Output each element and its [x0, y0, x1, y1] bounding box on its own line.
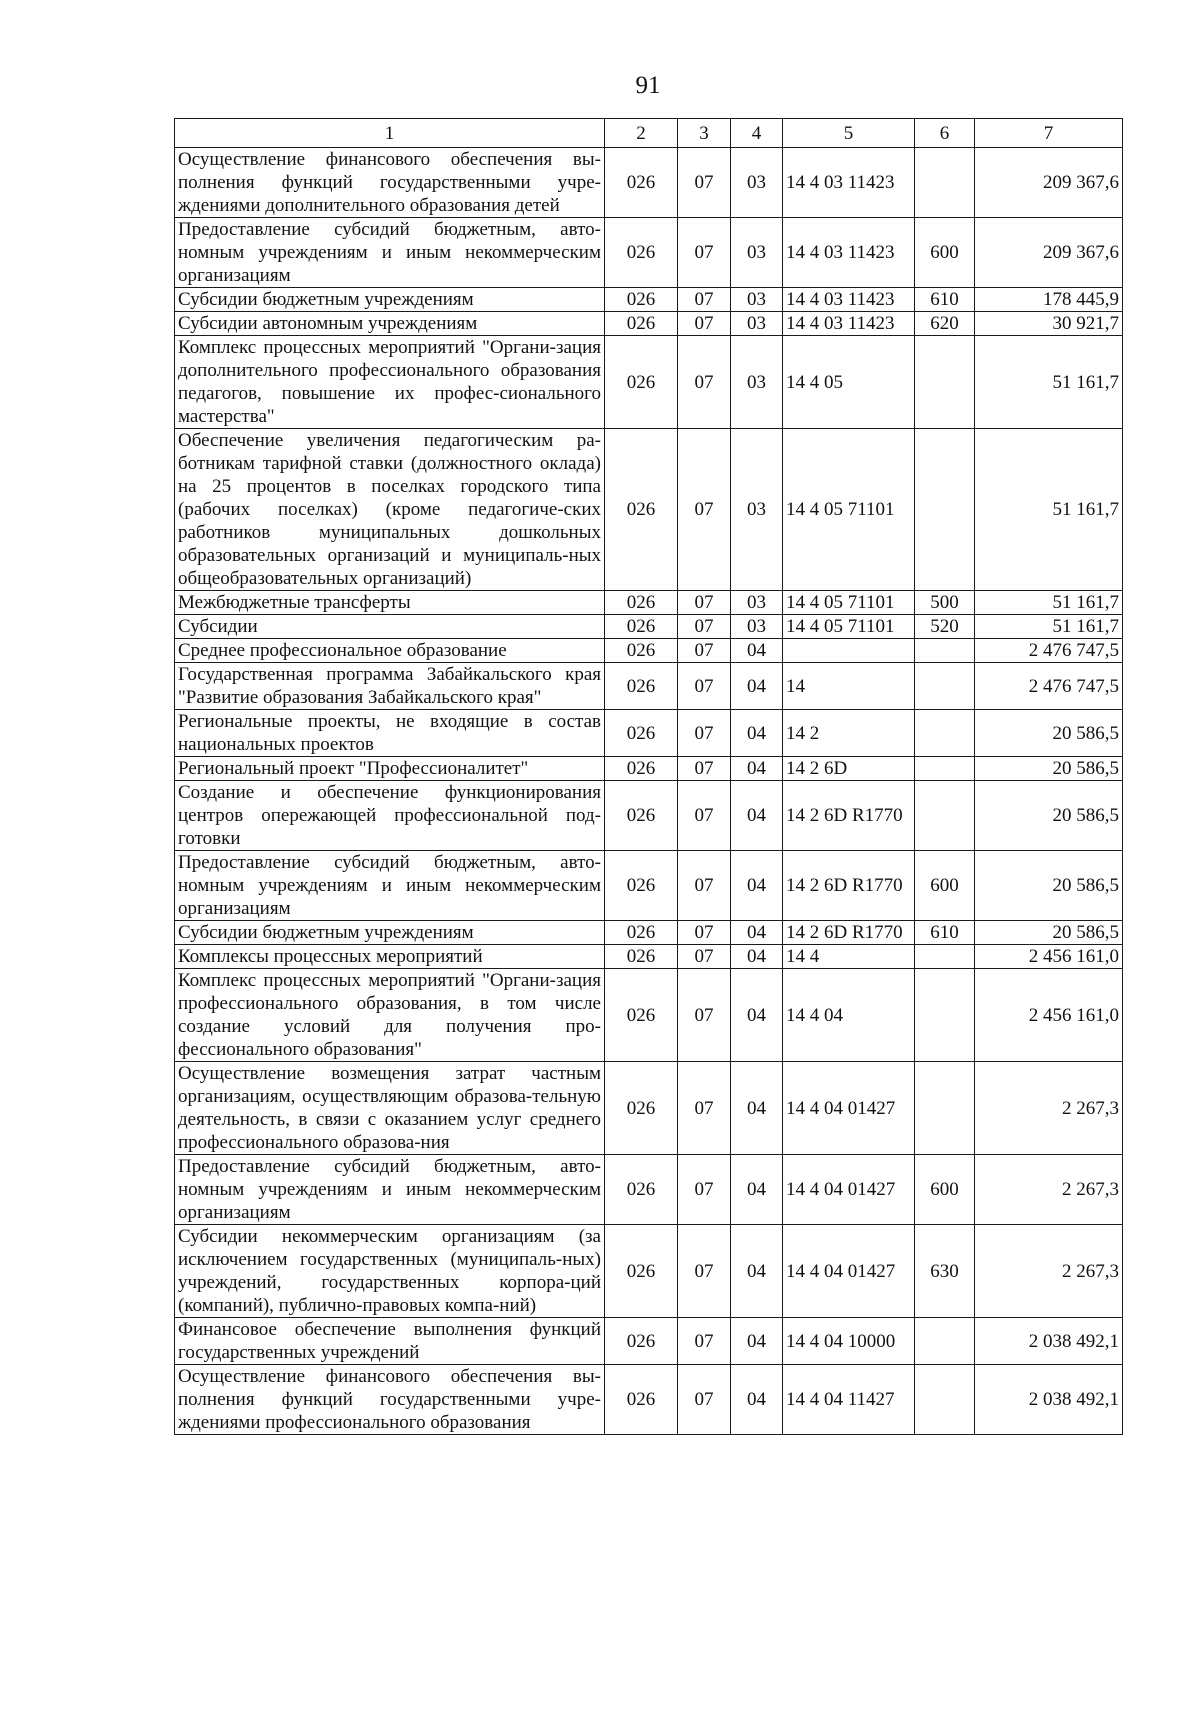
- item-name-cell: Региональные проекты, не входящие в состав национальных проектов: [175, 710, 605, 757]
- item-name-cell: Субсидии некоммерческим организациям (за исключением государственных (муниципаль-ных) учреждений, государственных корпора-ций (компаний), публично-правовых компа-ний): [175, 1225, 605, 1318]
- amount-cell: 2 456 161,0: [975, 969, 1123, 1062]
- subsection-code-cell: 04: [731, 1318, 783, 1365]
- target-article-cell: 14 4 04 11427: [783, 1365, 915, 1435]
- amount-cell: 209 367,6: [975, 218, 1123, 288]
- department-code-cell: 026: [605, 615, 678, 639]
- item-name-cell: Субсидии бюджетным учреждениям: [175, 288, 605, 312]
- section-code-cell: 07: [678, 1062, 731, 1155]
- department-code-cell: 026: [605, 921, 678, 945]
- table-row: [175, 710, 1123, 757]
- amount-cell: 20 586,5: [975, 757, 1123, 781]
- department-code-cell: 026: [605, 945, 678, 969]
- target-article-cell: 14: [783, 663, 915, 710]
- expense-type-cell: 520: [915, 615, 975, 639]
- target-article-cell: [783, 639, 915, 663]
- target-article-cell: 14 4 05 71101: [783, 615, 915, 639]
- header-cell: 4: [731, 119, 783, 148]
- section-code-cell: 07: [678, 429, 731, 591]
- expense-type-cell: 600: [915, 218, 975, 288]
- amount-cell: 2 456 161,0: [975, 945, 1123, 969]
- target-article-cell: 14 4 04: [783, 969, 915, 1062]
- subsection-code-cell: 04: [731, 757, 783, 781]
- table-body: [175, 148, 1123, 1435]
- table-row: [175, 781, 1123, 851]
- section-code-cell: 07: [678, 615, 731, 639]
- target-article-cell: 14 4 03 11423: [783, 148, 915, 218]
- subsection-code-cell: 04: [731, 663, 783, 710]
- amount-cell: 20 586,5: [975, 921, 1123, 945]
- section-code-cell: 07: [678, 851, 731, 921]
- item-name-cell: Осуществление финансового обеспечения вы-полнения функций государственными учре-ждениями профессионального образования: [175, 1365, 605, 1435]
- table-row: [175, 757, 1123, 781]
- target-article-cell: 14 4 05 71101: [783, 429, 915, 591]
- amount-cell: 2 267,3: [975, 1225, 1123, 1318]
- target-article-cell: 14 4 03 11423: [783, 288, 915, 312]
- item-name-cell: Осуществление финансового обеспечения вы-полнения функций государственными учре-ждениями дополнительного образования детей: [175, 148, 605, 218]
- subsection-code-cell: 04: [731, 969, 783, 1062]
- item-name-cell: Субсидии автономным учреждениям: [175, 312, 605, 336]
- table-row: [175, 663, 1123, 710]
- amount-cell: 2 038 492,1: [975, 1365, 1123, 1435]
- expense-type-cell: 610: [915, 288, 975, 312]
- department-code-cell: 026: [605, 781, 678, 851]
- subsection-code-cell: 03: [731, 288, 783, 312]
- item-name-cell: Предоставление субсидий бюджетным, авто-номным учреждениям и иным некоммерческим организациям: [175, 1155, 605, 1225]
- department-code-cell: 026: [605, 757, 678, 781]
- amount-cell: 178 445,9: [975, 288, 1123, 312]
- expense-type-cell: [915, 757, 975, 781]
- section-code-cell: 07: [678, 710, 731, 757]
- item-name-cell: Предоставление субсидий бюджетным, авто-номным учреждениям и иным некоммерческим организациям: [175, 218, 605, 288]
- department-code-cell: 026: [605, 1365, 678, 1435]
- table-row: [175, 1365, 1123, 1435]
- department-code-cell: 026: [605, 288, 678, 312]
- amount-cell: 2 038 492,1: [975, 1318, 1123, 1365]
- header-cell: 2: [605, 119, 678, 148]
- expense-type-cell: 620: [915, 312, 975, 336]
- section-code-cell: 07: [678, 288, 731, 312]
- target-article-cell: 14 4 05: [783, 336, 915, 429]
- amount-cell: 2 267,3: [975, 1155, 1123, 1225]
- department-code-cell: 026: [605, 851, 678, 921]
- section-code-cell: 07: [678, 781, 731, 851]
- department-code-cell: 026: [605, 148, 678, 218]
- section-code-cell: 07: [678, 218, 731, 288]
- section-code-cell: 07: [678, 921, 731, 945]
- expense-type-cell: 600: [915, 1155, 975, 1225]
- section-code-cell: 07: [678, 336, 731, 429]
- department-code-cell: 026: [605, 1155, 678, 1225]
- section-code-cell: 07: [678, 1365, 731, 1435]
- subsection-code-cell: 03: [731, 615, 783, 639]
- table-row: [175, 1318, 1123, 1365]
- subsection-code-cell: 04: [731, 639, 783, 663]
- expense-type-cell: [915, 1318, 975, 1365]
- item-name-cell: Субсидии бюджетным учреждениям: [175, 921, 605, 945]
- section-code-cell: 07: [678, 1225, 731, 1318]
- subsection-code-cell: 03: [731, 591, 783, 615]
- department-code-cell: 026: [605, 591, 678, 615]
- target-article-cell: 14 2 6D R1770: [783, 851, 915, 921]
- subsection-code-cell: 04: [731, 851, 783, 921]
- expense-type-cell: [915, 429, 975, 591]
- table-row: [175, 591, 1123, 615]
- expense-type-cell: 630: [915, 1225, 975, 1318]
- item-name-cell: Субсидии: [175, 615, 605, 639]
- table-row: [175, 1225, 1123, 1318]
- table-row: [175, 969, 1123, 1062]
- section-code-cell: 07: [678, 1155, 731, 1225]
- department-code-cell: 026: [605, 218, 678, 288]
- subsection-code-cell: 04: [731, 1365, 783, 1435]
- section-code-cell: 07: [678, 639, 731, 663]
- target-article-cell: 14 4 04 01427: [783, 1155, 915, 1225]
- subsection-code-cell: 03: [731, 218, 783, 288]
- target-article-cell: 14 4 03 11423: [783, 312, 915, 336]
- department-code-cell: 026: [605, 1062, 678, 1155]
- table-row: [175, 1062, 1123, 1155]
- section-code-cell: 07: [678, 312, 731, 336]
- department-code-cell: 026: [605, 663, 678, 710]
- table-row: [175, 1155, 1123, 1225]
- table-row: [175, 945, 1123, 969]
- table-row: [175, 218, 1123, 288]
- expense-type-cell: [915, 781, 975, 851]
- table-row: [175, 921, 1123, 945]
- expense-type-cell: [915, 710, 975, 757]
- department-code-cell: 026: [605, 312, 678, 336]
- subsection-code-cell: 04: [731, 1062, 783, 1155]
- target-article-cell: 14 4: [783, 945, 915, 969]
- subsection-code-cell: 04: [731, 945, 783, 969]
- page-number: 91: [635, 72, 661, 99]
- table-row: [175, 639, 1123, 663]
- section-code-cell: 07: [678, 757, 731, 781]
- item-name-cell: Обеспечение увеличения педагогическим ра-ботникам тарифной ставки (должностного оклада) на 25 процентов в поселках городского типа (рабочих поселках) (кроме педагогиче-ских работников муниципальных дошкольных образовательных организаций и муниципаль-ных общеобразовательных организаций): [175, 429, 605, 591]
- item-name-cell: Межбюджетные трансферты: [175, 591, 605, 615]
- table-row: [175, 288, 1123, 312]
- amount-cell: 20 586,5: [975, 781, 1123, 851]
- target-article-cell: 14 2: [783, 710, 915, 757]
- expense-type-cell: 610: [915, 921, 975, 945]
- amount-cell: 51 161,7: [975, 429, 1123, 591]
- item-name-cell: Комплекс процессных мероприятий "Органи-зация профессионального образования, в том числе создание условий для получения про-фессионального образования": [175, 969, 605, 1062]
- target-article-cell: 14 4 04 01427: [783, 1062, 915, 1155]
- table-row: [175, 851, 1123, 921]
- department-code-cell: 026: [605, 710, 678, 757]
- table-row: [175, 615, 1123, 639]
- expense-type-cell: [915, 663, 975, 710]
- department-code-cell: 026: [605, 639, 678, 663]
- amount-cell: 51 161,7: [975, 615, 1123, 639]
- item-name-cell: Создание и обеспечение функционирования центров опережающей профессиональной под-готовки: [175, 781, 605, 851]
- target-article-cell: 14 2 6D R1770: [783, 921, 915, 945]
- subsection-code-cell: 03: [731, 429, 783, 591]
- expense-type-cell: [915, 336, 975, 429]
- expense-type-cell: [915, 639, 975, 663]
- item-name-cell: Региональный проект "Профессионалитет": [175, 757, 605, 781]
- department-code-cell: 026: [605, 336, 678, 429]
- expense-type-cell: [915, 945, 975, 969]
- table-row: [175, 336, 1123, 429]
- header-cell: 7: [975, 119, 1123, 148]
- header-cell: 5: [783, 119, 915, 148]
- item-name-cell: Предоставление субсидий бюджетным, авто-номным учреждениям и иным некоммерческим организациям: [175, 851, 605, 921]
- section-code-cell: 07: [678, 591, 731, 615]
- subsection-code-cell: 04: [731, 1155, 783, 1225]
- section-code-cell: 07: [678, 663, 731, 710]
- target-article-cell: 14 4 03 11423: [783, 218, 915, 288]
- item-name-cell: Комплекс процессных мероприятий "Органи-зация дополнительного профессионального образования педагогов, повышение их профес-сионального мастерства": [175, 336, 605, 429]
- expense-type-cell: 600: [915, 851, 975, 921]
- budget-table: [174, 118, 1123, 1435]
- subsection-code-cell: 03: [731, 312, 783, 336]
- table-row: [175, 312, 1123, 336]
- subsection-code-cell: 03: [731, 336, 783, 429]
- amount-cell: 51 161,7: [975, 336, 1123, 429]
- department-code-cell: 026: [605, 429, 678, 591]
- subsection-code-cell: 04: [731, 781, 783, 851]
- target-article-cell: 14 4 04 01427: [783, 1225, 915, 1318]
- amount-cell: 209 367,6: [975, 148, 1123, 218]
- target-article-cell: 14 4 05 71101: [783, 591, 915, 615]
- section-code-cell: 07: [678, 945, 731, 969]
- subsection-code-cell: 04: [731, 921, 783, 945]
- section-code-cell: 07: [678, 969, 731, 1062]
- expense-type-cell: 500: [915, 591, 975, 615]
- subsection-code-cell: 04: [731, 1225, 783, 1318]
- table-row: [175, 429, 1123, 591]
- amount-cell: 2 476 747,5: [975, 663, 1123, 710]
- subsection-code-cell: 04: [731, 710, 783, 757]
- header-row: [175, 119, 1123, 148]
- subsection-code-cell: 03: [731, 148, 783, 218]
- section-code-cell: 07: [678, 1318, 731, 1365]
- header-cell: 6: [915, 119, 975, 148]
- table-row: [175, 148, 1123, 218]
- header-cell: 3: [678, 119, 731, 148]
- item-name-cell: Осуществление возмещения затрат частным организациям, осуществляющим образова-тельную деятельность, в связи с оказанием услуг среднего профессионального образова-ния: [175, 1062, 605, 1155]
- item-name-cell: Среднее профессиональное образование: [175, 639, 605, 663]
- item-name-cell: Государственная программа Забайкальского края "Развитие образования Забайкальского края": [175, 663, 605, 710]
- expense-type-cell: [915, 1062, 975, 1155]
- department-code-cell: 026: [605, 1318, 678, 1365]
- amount-cell: 30 921,7: [975, 312, 1123, 336]
- amount-cell: 20 586,5: [975, 851, 1123, 921]
- target-article-cell: 14 2 6D R1770: [783, 781, 915, 851]
- expense-type-cell: [915, 1365, 975, 1435]
- item-name-cell: Комплексы процессных мероприятий: [175, 945, 605, 969]
- amount-cell: 51 161,7: [975, 591, 1123, 615]
- expense-type-cell: [915, 969, 975, 1062]
- amount-cell: 2 267,3: [975, 1062, 1123, 1155]
- amount-cell: 20 586,5: [975, 710, 1123, 757]
- expense-type-cell: [915, 148, 975, 218]
- target-article-cell: 14 2 6D: [783, 757, 915, 781]
- section-code-cell: 07: [678, 148, 731, 218]
- amount-cell: 2 476 747,5: [975, 639, 1123, 663]
- department-code-cell: 026: [605, 969, 678, 1062]
- header-cell: 1: [175, 119, 605, 148]
- item-name-cell: Финансовое обеспечение выполнения функций государственных учреждений: [175, 1318, 605, 1365]
- target-article-cell: 14 4 04 10000: [783, 1318, 915, 1365]
- department-code-cell: 026: [605, 1225, 678, 1318]
